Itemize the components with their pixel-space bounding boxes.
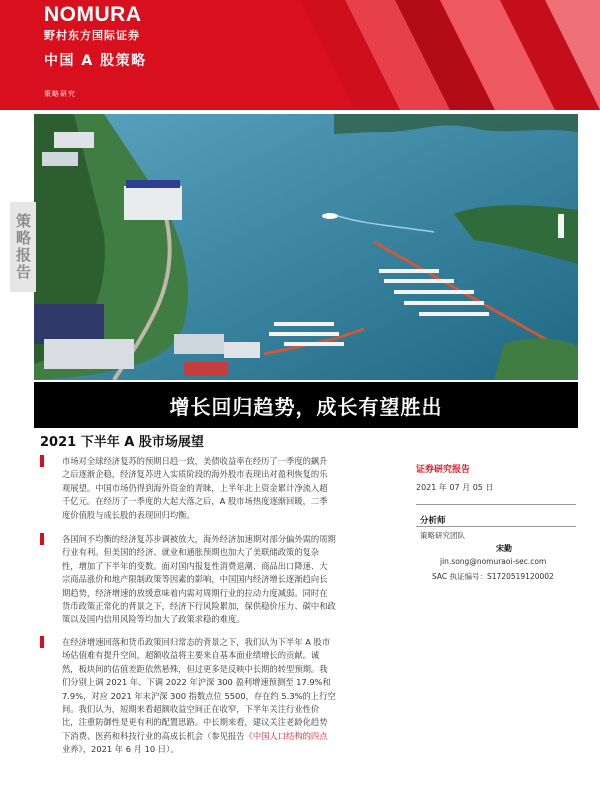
text-segment: 业养》，2021 年 6 月 10 日）。 — [62, 744, 179, 755]
text-line: 间。我们认为，短期来看超额收益空间正在收窄，下半年关注行业性价 — [62, 704, 320, 715]
reference-link[interactable]: 《中国人口结构的四点 — [244, 730, 328, 741]
text-line: 然，板块间的估值差距依然悬殊，但过更多是反映中长期的转型预期。我 — [62, 663, 328, 674]
text-line — [62, 730, 404, 743]
text-line: 市场对全球经济复苏的预期日趋一致，美债收益率在经历了一季度的飙升 — [62, 456, 328, 466]
header-banner — [0, 0, 600, 110]
paragraph-3 — [62, 636, 404, 757]
nomura-logo: NOMURA — [44, 3, 142, 26]
text-line: 宗商品涨价和地产限制政策等因素的影响，中国国内经济增长逐渐趋向长 — [62, 574, 328, 585]
text-line: 性，增加了下半年的变数。面对国内报复性消费退潮、商品出口降速、大 — [62, 560, 328, 571]
text-line: 们分别上调 2021 年、下调 2022 年沪深 300 盈利增速预测至 17.9%和 — [62, 677, 331, 688]
paragraph-marker-2 — [40, 533, 44, 545]
cover-photo — [34, 114, 578, 380]
text-line: 之后逐渐企稳，经济复苏进入实质阶段的海外股市表现出对盈利恢复的乐 — [62, 469, 328, 480]
paragraph-marker-1 — [40, 455, 44, 467]
brand-name-cn: 野村东方国际证券 — [44, 29, 140, 42]
paragraph-marker-3 — [40, 636, 44, 648]
report-category-small: 策略研究 — [44, 90, 76, 98]
lake-marina-illustration — [34, 114, 578, 380]
paragraph-2 — [62, 533, 404, 627]
text-line: 策以及国内信用风险等均加大了政策求稳的难度。 — [62, 614, 245, 625]
analyst-heading: 分析师 — [420, 516, 446, 526]
report-series: 中国 A 股策略 — [44, 53, 147, 69]
text-line — [62, 743, 404, 756]
title-bar — [34, 382, 578, 428]
report-type-tag: 证券研究报告 — [416, 465, 471, 475]
text-line: 期趋势，经济增速的放缓意味着内需对周期行业的拉动力度减弱。同时在 — [62, 587, 328, 598]
analyst-name: 宋勤 — [496, 544, 512, 553]
text-line: 7.9%，对应 2021 年末沪深 300 指数点位 5500，存在约 5.3%的上行空 — [62, 690, 336, 701]
text-segment: 下消费、医药和科技行业的高成长机会（参见报告 — [62, 730, 245, 741]
text-line: 观展望。中国市场仍得到海外资金的青睐，上半年北上资金累计净流入超 — [62, 482, 328, 493]
report-date: 2021 年 07 月 05 日 — [416, 483, 494, 492]
report-subtitle: 2021 下半年 A 股市场展望 — [40, 435, 204, 450]
text-line: 各国间不均衡的经济复苏步调被放大，海外经济加速期对部分偏外需的周期 — [62, 534, 336, 544]
analyst-team: 策略研究团队 — [420, 531, 465, 540]
text-line: 在经济增速回落和货币政策回归常态的背景之下，我们认为下半年 A 股市 — [62, 637, 331, 647]
text-line: 行业有利。但美国的经济、就业和通胀预期也加大了美联储政策的复杂 — [62, 547, 320, 558]
text-line: 比，注重防御性是更有利的配置思路。中长期来看，建议关注老龄化趋势 — [62, 717, 328, 728]
text-line: 货币政策正常化的背景之下，经济下行风险累加，保供稳价压力、碳中和政 — [62, 601, 336, 612]
analyst-sac-number: SAC 执证编号：S1720519120002 — [432, 572, 554, 581]
text-line: 度价值股与成长股的表现回归均衡。 — [62, 509, 195, 520]
divider — [416, 526, 576, 527]
report-title: 增长回归趋势，成长有望胜出 — [169, 395, 443, 419]
divider — [416, 504, 576, 505]
text-line: 场估值难有提升空间，超额收益将主要来自基本面业绩增长的贡献。诚 — [62, 650, 320, 661]
paragraph-1 — [62, 455, 404, 522]
side-report-type-label: 策略报告 — [10, 202, 36, 292]
analyst-email[interactable]: jin.song@nomuraoi-sec.com — [440, 557, 547, 566]
text-line: 千亿元。在经历了一季度的大起大落之后，A 股市场热度逐渐回暖，二季 — [62, 496, 328, 507]
